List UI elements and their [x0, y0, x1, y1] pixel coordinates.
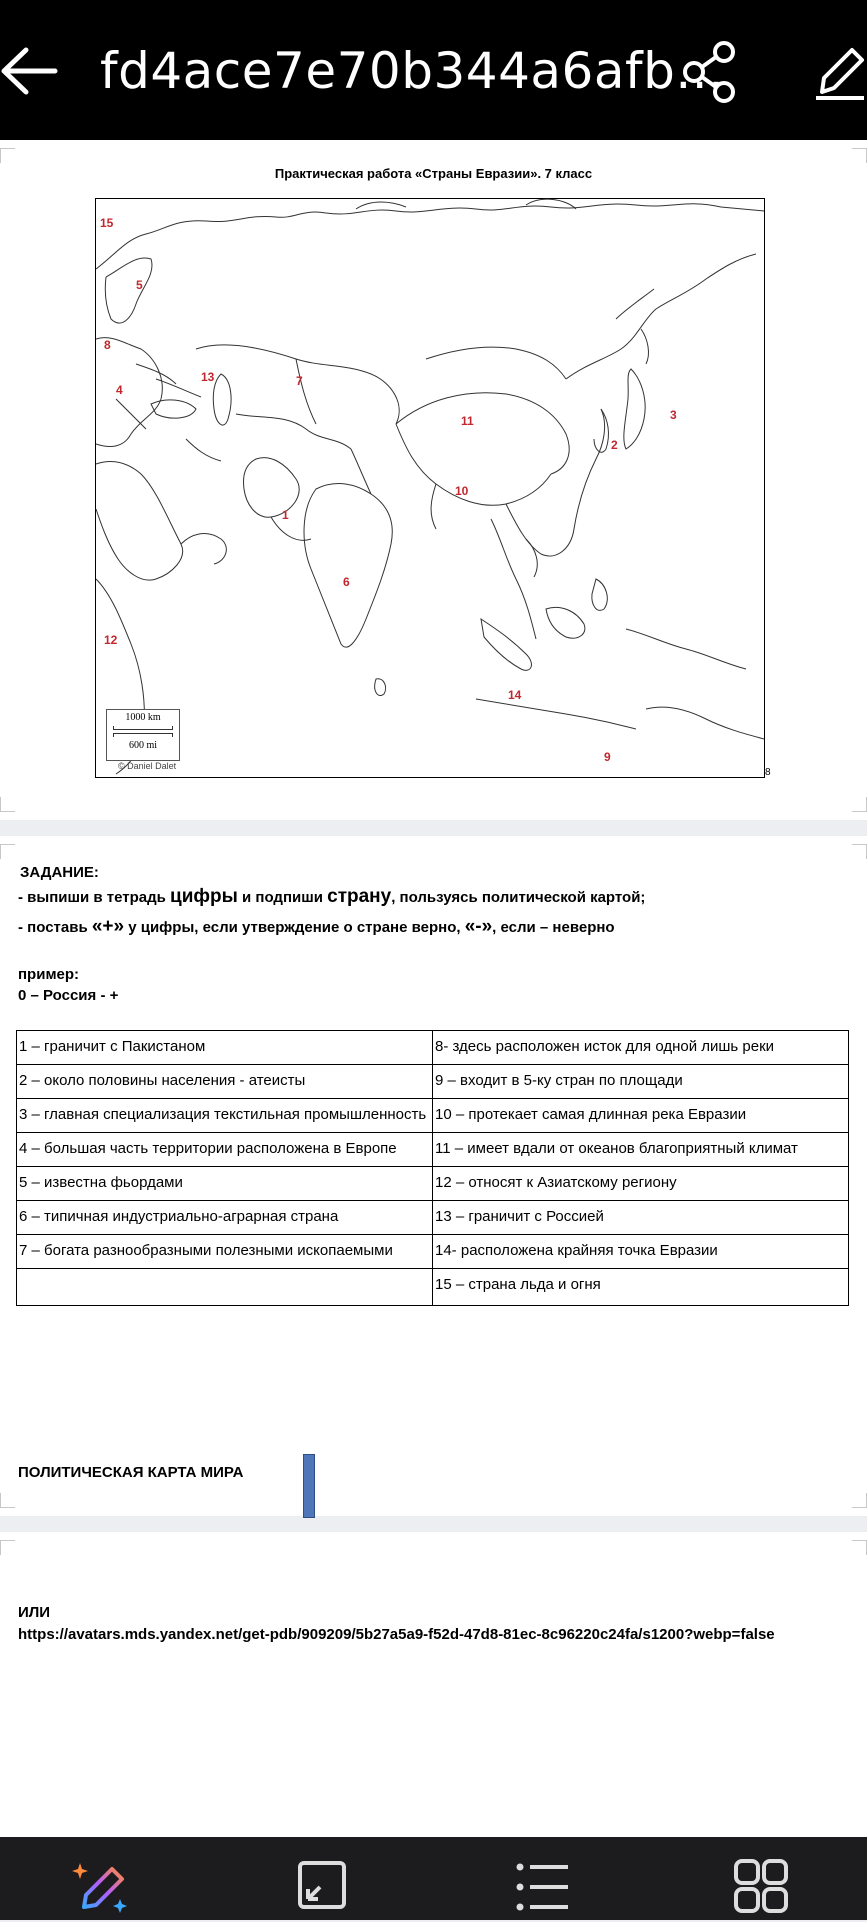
example-text: 0 – Россия - + [18, 987, 119, 1004]
ili-label: ИЛИ [18, 1604, 51, 1621]
map-number-6: 6 [343, 575, 350, 589]
document-title: fd4ace7e70b344a6afb... [100, 42, 725, 100]
edit-pencil-icon[interactable] [812, 40, 867, 104]
map-number-13: 13 [201, 370, 215, 384]
top-app-bar [0, 0, 867, 140]
table-cell: 13 – граничит с Россией [433, 1201, 849, 1235]
map-number-4: 4 [116, 383, 123, 397]
map-number-5: 5 [136, 278, 143, 292]
map-number-7: 7 [296, 374, 303, 388]
political-map-title: ПОЛИТИЧЕСКАЯ КАРТА МИРА [18, 1464, 244, 1481]
table-cell: 7 – богата разнообразными полезными ископаемыми [17, 1235, 433, 1269]
table-row [17, 1133, 849, 1167]
blue-marker-bar [303, 1454, 315, 1518]
table-cell: 6 – типичная индустриально-аграрная страна [17, 1201, 433, 1235]
task-line-2: - поставь «+» у цифры, если утверждение о стране верно, «-», если – неверно [18, 916, 615, 937]
table-cell: 15 – страна льда и огня [433, 1269, 849, 1306]
map-copyright: © Daniel Dalet [118, 761, 177, 771]
map-url-link[interactable]: https://avatars.mds.yandex.net/get-pdb/909209/5b27a5a9-f52d-47d8-81ec-8c96220c24fa/s1200?webp=false [18, 1626, 775, 1643]
map-number-12: 12 [104, 633, 118, 647]
page-title: Практическая работа «Страны Евразии». 7 класс [274, 166, 593, 181]
table-cell: 2 – около половины населения - атеисты [17, 1065, 433, 1099]
table-cell [17, 1269, 433, 1306]
list-icon[interactable] [512, 1857, 572, 1917]
table-cell: 11 – имеет вдали от океанов благоприятный климат [433, 1133, 849, 1167]
document-page-1 [0, 140, 867, 820]
table-row [17, 1269, 849, 1306]
task-line-1: - выпиши в тетрадь цифры и подпиши страну, пользуясь политической картой; [18, 886, 646, 907]
ai-pencil-icon[interactable] [72, 1857, 132, 1917]
table-cell: 9 – входит в 5-ку стран по площади [433, 1065, 849, 1099]
map-number-9: 9 [604, 750, 611, 764]
map-number-3: 3 [670, 408, 677, 422]
table-cell: 8- здесь расположен исток для одной лишь реки [433, 1031, 849, 1065]
table-cell: 4 – большая часть территории расположена в Европе [17, 1133, 433, 1167]
map-scale: 1000 km 600 mi [106, 709, 180, 761]
table-cell: 1 – граничит с Пакистаном [17, 1031, 433, 1065]
table-cell: 12 – относят к Азиатскому региону [433, 1167, 849, 1201]
map-number-10: 10 [455, 484, 469, 498]
expand-icon[interactable] [294, 1857, 354, 1917]
document-page-2 [0, 836, 867, 1516]
table-row [17, 1031, 849, 1065]
page-corner-number: 8 [765, 767, 771, 778]
table-row [17, 1065, 849, 1099]
table-row [17, 1235, 849, 1269]
map-number-14: 14 [508, 688, 522, 702]
table-cell: 14- расположена крайняя точка Евразии [433, 1235, 849, 1269]
map-number-2: 2 [611, 438, 618, 452]
alternative-link-block [18, 1602, 848, 1646]
map-number-1: 1 [282, 508, 289, 522]
grid-icon[interactable] [732, 1857, 792, 1917]
task-heading: ЗАДАНИЕ: [20, 864, 99, 881]
back-arrow-icon[interactable] [0, 38, 60, 104]
task-table [16, 1030, 849, 1306]
table-row [17, 1099, 849, 1133]
table-row [17, 1201, 849, 1235]
bottom-toolbar [0, 1837, 867, 1920]
table-cell: 5 – известна фьордами [17, 1167, 433, 1201]
share-icon[interactable] [682, 40, 742, 104]
table-cell: 3 – главная специализация текстильная промышленность [17, 1099, 433, 1133]
map-number-8: 8 [104, 338, 111, 352]
table-cell: 10 – протекает самая длинная река Евразии [433, 1099, 849, 1133]
example-label: пример: [18, 966, 80, 983]
map-number-11: 11 [461, 414, 474, 428]
eurasia-outline-map [95, 198, 765, 778]
document-page-3 [0, 1532, 867, 1837]
table-row [17, 1167, 849, 1201]
map-number-15: 15 [100, 216, 114, 230]
